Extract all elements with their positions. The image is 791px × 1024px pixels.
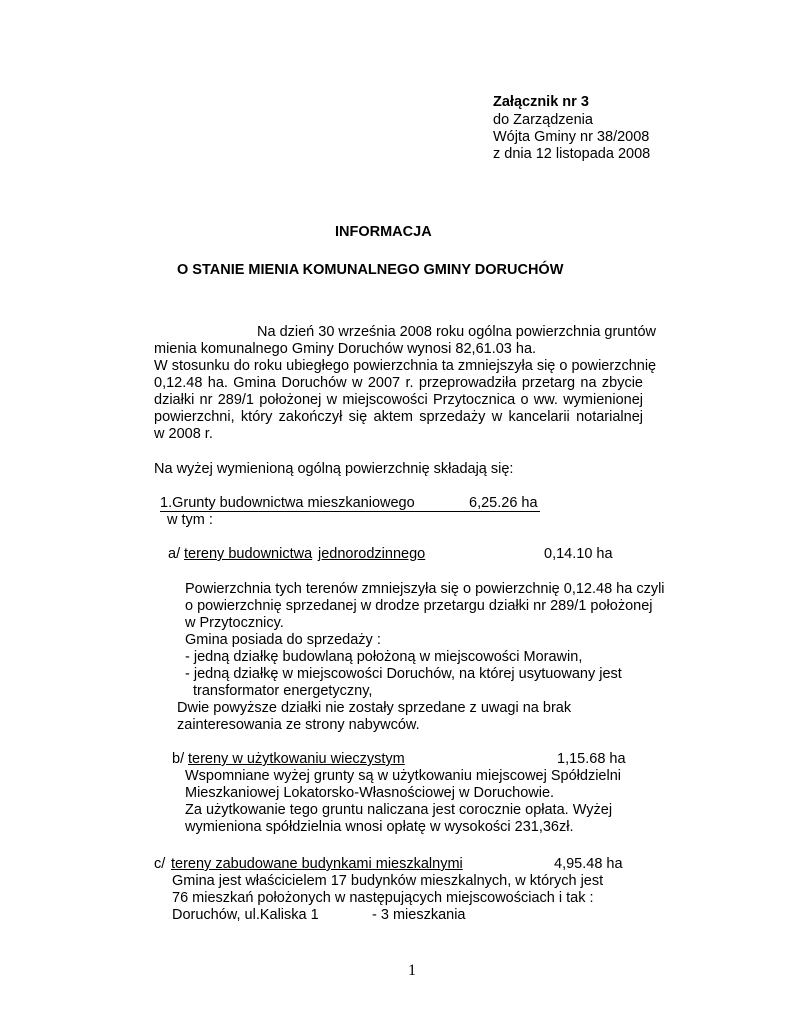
- section-1-value: 6,25.26 ha: [469, 495, 538, 511]
- section-a-value: 0,14.10 ha: [544, 546, 613, 562]
- intro-line-6: powierzchni, który zakończył się aktem sprzedaży w kancelarii notarialnej: [154, 409, 643, 425]
- section-a-label-2: jednorodzinnego: [318, 546, 426, 562]
- section-a-line: zainteresowania ze strony nabywców.: [177, 717, 420, 733]
- section-c-value: 4,95.48 ha: [554, 856, 623, 872]
- section-b-label: tereny w użytkowaniu wieczystym: [188, 751, 405, 767]
- attachment-line-2: do Zarządzenia: [493, 112, 593, 128]
- section-c-prefix: c/: [154, 856, 166, 872]
- intro-line-2: mienia komunalnego Gminy Doruchów wynosi 82,61.03 ha.: [154, 341, 537, 357]
- intro-line-7: w 2008 r.: [154, 426, 213, 442]
- section-b-line: Za użytkowanie tego gruntu naliczana jest corocznie opłata. Wyżej: [185, 802, 613, 818]
- intro-line-4: 0,12.48 ha. Gmina Doruchów w 2007 r. przeprowadziła przetarg na zbycie: [154, 375, 643, 391]
- section-a-line: transformator energetyczny,: [193, 683, 373, 699]
- section-a-prefix: a/: [168, 546, 181, 562]
- section-a-line: o powierzchnię sprzedanej w drodze przetargu działki nr 289/1 położonej: [185, 598, 653, 614]
- attachment-title: Załącznik nr 3: [493, 94, 589, 110]
- section-b-value: 1,15.68 ha: [557, 751, 626, 767]
- section-a-line: Powierzchnia tych terenów zmniejszyła się o powierzchnię 0,12.48 ha czyli: [185, 581, 665, 597]
- section-a-line: - jedną działkę budowlaną położoną w miejscowości Morawin,: [185, 649, 583, 665]
- intro-line-5: działki nr 289/1 położonej w miejscowości Przytocznica o ww. wymienionej: [154, 392, 643, 408]
- section-b-prefix: b/: [172, 751, 185, 767]
- section-a-line: Dwie powyższe działki nie zostały sprzedane z uwagi na brak: [177, 700, 572, 716]
- section-1-label: 1.Grunty budownictwa mieszkaniowego: [160, 495, 415, 511]
- section-c-row-place: Doruchów, ul.Kaliska 1: [172, 907, 319, 923]
- intro-line-1: Na dzień 30 września 2008 roku ogólna powierzchnia gruntów: [257, 324, 656, 340]
- section-a-line: w Przytocznicy.: [185, 615, 284, 631]
- intro-line-3: W stosunku do roku ubiegłego powierzchnia ta zmniejszyła się o powierzchnię: [154, 358, 657, 374]
- page-number: 1: [408, 962, 416, 979]
- attachment-line-4: z dnia 12 listopada 2008: [493, 146, 651, 162]
- section-b-line: Wspomniane wyżej grunty są w użytkowaniu miejscowej Spółdzielni: [185, 768, 621, 784]
- composition-intro: Na wyżej wymienioną ogólną powierzchnię składają się:: [154, 461, 514, 477]
- section-c-line: 76 mieszkań położonych w następujących miejscowościach i tak :: [172, 890, 594, 906]
- document-subtitle: O STANIE MIENIA KOMUNALNEGO GMINY DORUCHÓW: [177, 262, 564, 278]
- section-a-line: Gmina posiada do sprzedaży :: [185, 632, 381, 648]
- section-c-label: tereny zabudowane budynkami mieszkalnymi: [171, 856, 463, 872]
- attachment-line-3: Wójta Gminy nr 38/2008: [493, 129, 650, 145]
- section-a-line: - jedną działkę w miejscowości Doruchów, na której usytuowany jest: [185, 666, 622, 682]
- document-title: INFORMACJA: [335, 224, 432, 240]
- section-c-row-count: - 3 mieszkania: [372, 907, 466, 923]
- section-a-label-1: tereny budownictwa: [184, 546, 313, 562]
- section-c-line: Gmina jest właścicielem 17 budynków mieszkalnych, w których jest: [172, 873, 604, 889]
- section-b-line: wymieniona spółdzielnia wnosi opłatę w wysokości 231,36zł.: [185, 819, 574, 835]
- section-b-line: Mieszkaniowej Lokatorsko-Własnościowej w Doruchowie.: [185, 785, 555, 801]
- section-1-sub: w tym :: [167, 512, 213, 528]
